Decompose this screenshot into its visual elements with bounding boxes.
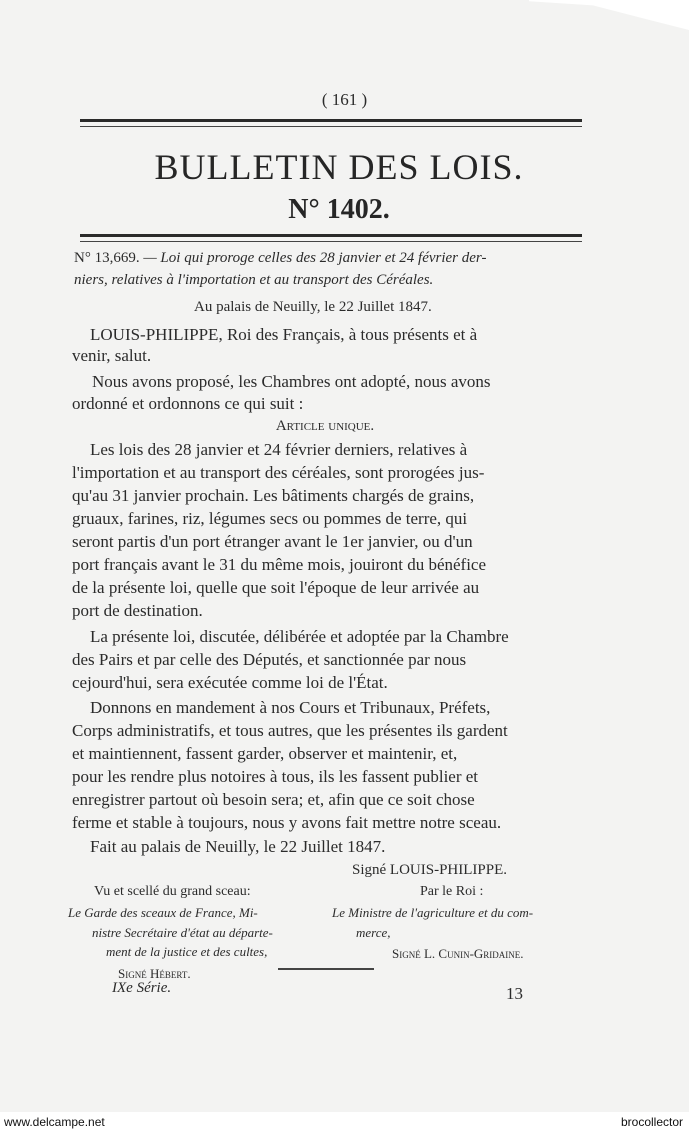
right-sign-line: merce, — [356, 925, 391, 940]
article-line: Les lois des 28 janvier et 24 février derniers, relatives à — [90, 440, 468, 459]
right-sign-heading: Par le Roi : — [420, 884, 484, 899]
paragraph2-line: La présente loi, discutée, délibérée et adoptée par la Chambre — [90, 627, 509, 646]
law-summary-line2: niers, relatives à l'importation et au transport des Céréales. — [74, 272, 434, 288]
left-sign-line: nistre Secrétaire d'état au départe- — [92, 925, 273, 940]
paragraph3-line: ferme et stable à toujours, nous y avons fait mettre notre sceau. — [72, 813, 502, 832]
left-signed: Signé Hébert. — [118, 966, 191, 981]
bulletin-number: N° 1402. — [288, 194, 390, 225]
preamble-line4: ordonné et ordonnons ce qui suit : — [72, 394, 304, 413]
series-label: IXe Série. — [112, 980, 172, 996]
footer-rule — [278, 968, 374, 970]
page-number: ( 161 ) — [321, 90, 368, 109]
watermark-left: www.delcampe.net — [4, 1115, 105, 1129]
left-sign-line: ment de la justice et des cultes, — [106, 944, 268, 959]
header-rule-bottom-thin — [80, 241, 582, 242]
article-line: qu'au 31 janvier prochain. Les bâtiments chargés de grains, — [72, 486, 475, 505]
place-date: Au palais de Neuilly, le 22 Juillet 1847. — [194, 299, 432, 315]
left-sign-heading: Vu et scellé du grand sceau: — [94, 884, 251, 899]
torn-corner — [529, 0, 689, 30]
article-line: de la présente loi, quelle que soit l'époque de leur arrivée au — [72, 578, 480, 597]
preamble-line1: LOUIS-PHILIPPE, Roi des Français, à tous présents et à — [90, 325, 478, 344]
right-sign-line: Le Ministre de l'agriculture et du com- — [332, 905, 534, 920]
preamble-line2: venir, salut. — [72, 346, 152, 365]
law-number: N° 13,669. — [74, 250, 140, 266]
article-line: gruaux, farines, riz, légumes secs ou pommes de terre, qui — [72, 509, 468, 528]
paragraph3-line: et maintiennent, fassent garder, observer et maintenir, et, — [72, 744, 458, 763]
paragraph3-line: enregistrer partout où besoin sera; et, afin que ce soit chose — [72, 790, 475, 809]
header-rule-top — [80, 119, 582, 122]
preamble-line3: Nous avons proposé, les Chambres ont adopté, nous avons — [92, 372, 491, 391]
article-heading: Article unique. — [275, 418, 375, 434]
article-line: seront partis d'un port étranger avant le 1er janvier, ou d'un — [72, 532, 473, 551]
right-signed: Signé L. Cunin-Gridaine. — [392, 946, 524, 961]
article-line: port de destination. — [72, 601, 203, 620]
watermark-right: brocollector — [620, 1115, 683, 1129]
law-summary-text1: — Loi qui proroge celles des 28 janvier et 24 février der- — [143, 250, 487, 266]
done-at: Fait au palais de Neuilly, le 22 Juillet 1847. — [90, 837, 386, 856]
sheet-number: 13 — [506, 984, 523, 1003]
bulletin-title: BULLETIN DES LOIS. — [154, 147, 524, 187]
paragraph3-line: Corps administratifs, et tous autres, que les présentes ils gardent — [72, 721, 508, 740]
article-line: l'importation et au transport des céréales, sont prorogées jus- — [72, 463, 485, 482]
paragraph2-line: des Pairs et par celle des Députés, et sanctionnée par nous — [72, 650, 467, 669]
header-rule-bottom — [80, 234, 582, 237]
article-line: port français avant le 31 du même mois, jouiront du bénéfice — [72, 555, 487, 574]
law-summary-line1 — [74, 250, 486, 267]
king-signature: Signé LOUIS-PHILIPPE. — [352, 862, 508, 878]
left-sign-line: Le Garde des sceaux de France, Mi- — [68, 905, 258, 920]
paragraph2-line: cejourd'hui, sera exécutée comme loi de l'État. — [72, 673, 388, 692]
header-rule-top-thin — [80, 126, 582, 127]
paragraph3-line: pour les rendre plus notoires à tous, ils les fassent publier et — [72, 767, 479, 786]
paragraph3-line: Donnons en mandement à nos Cours et Tribunaux, Préfets, — [90, 698, 491, 717]
